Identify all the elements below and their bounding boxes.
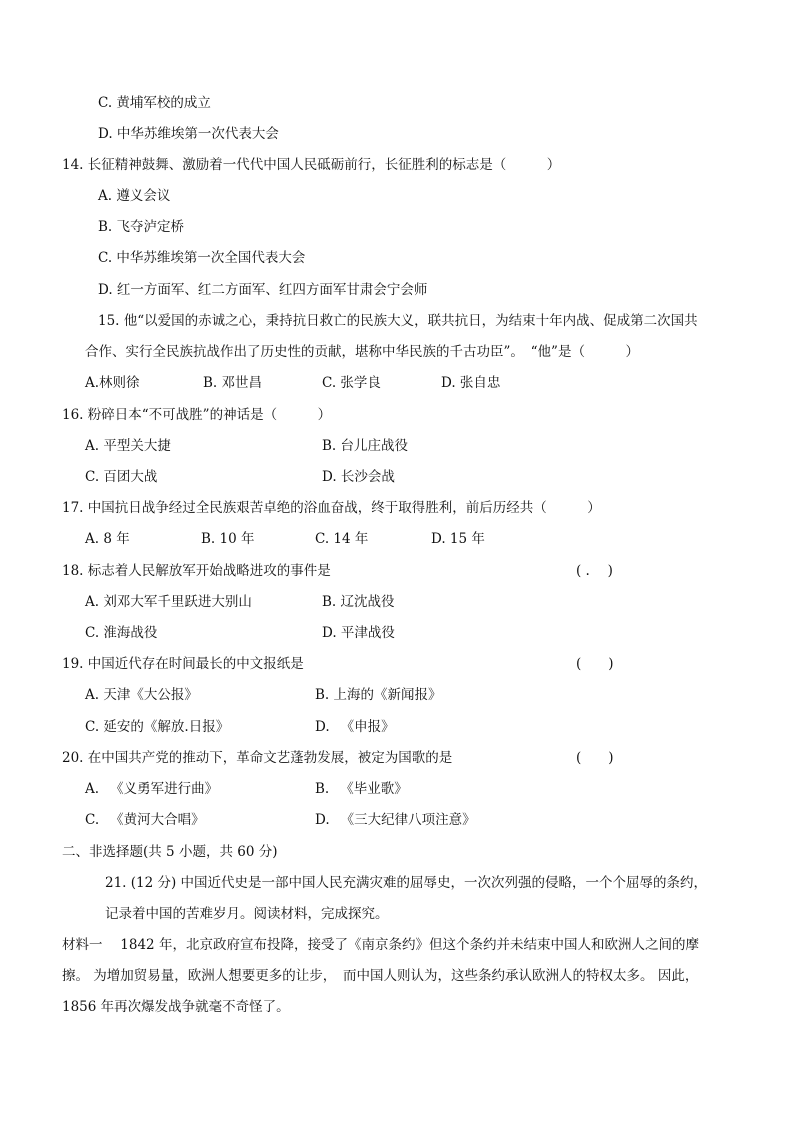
q17-option-b: B. 10 年 xyxy=(201,531,255,547)
q19-answer-blank: ( ) xyxy=(576,656,614,672)
q21-material1-line1: 材料一 1842 年，北京政府宣布投降，接受了《南京条约》但这个条约并未结束中国人和欧洲人之间的摩 xyxy=(62,937,699,953)
q19-option-d: D. 《申报》 xyxy=(315,719,395,735)
q15-option-c: C. 张学良 xyxy=(322,375,381,391)
q16-option-d: D. 长沙会战 xyxy=(322,469,395,485)
q15-stem-line2: 合作、实行全民族抗战作出了历史性的贡献，堪称中华民族的千古功臣”。 “他”是（ ） xyxy=(85,344,639,360)
q15-option-d: D. 张自忠 xyxy=(441,375,501,391)
q19-stem: 19. 中国近代存在时间最长的中文报纸是 xyxy=(62,656,304,672)
q18-answer-blank: ( . ) xyxy=(576,563,613,579)
q21-intro-line1: 21. (12 分) 中国近代史是一部中国人民充满灾难的屈辱史，一次次列强的侵略，一个个屈辱的条约， xyxy=(105,875,708,891)
q17-stem: 17. 中国抗日战争经过全民族艰苦卓绝的浴血奋战，终于取得胜利，前后历经共（ ） xyxy=(62,500,601,516)
q15-stem-line1: 15. 他“以爱国的赤诚之心，秉持抗日救亡的民族大义，联共抗日，为结束十年内战、促成第二次国共 xyxy=(98,313,698,329)
q19-option-a: A. 天津《大公报》 xyxy=(85,687,198,703)
q19-option-b: B. 上海的《新闻报》 xyxy=(315,687,442,703)
q15-option-b: B. 邓世昌 xyxy=(203,375,263,391)
q16-option-b: B. 台儿庄战役 xyxy=(322,438,409,454)
q18-option-d: D. 平津战役 xyxy=(322,625,395,641)
q16-option-c: C. 百团大战 xyxy=(85,469,158,485)
q13-option-d: D. 中华苏维埃第一次代表大会 xyxy=(98,126,279,142)
q14-option-a: A. 遵义会议 xyxy=(98,188,171,204)
q18-stem: 18. 标志着人民解放军开始战略进攻的事件是 xyxy=(62,563,331,579)
q21-intro-line2: 记录着中国的苦难岁月。阅读材料，完成探究。 xyxy=(105,906,389,922)
q20-option-a: A. 《义勇军进行曲》 xyxy=(85,781,219,797)
q18-option-a: A. 刘邓大军千里跃进大别山 xyxy=(85,594,252,610)
q21-material1-line2: 擦。 为增加贸易量，欧洲人想要更多的让步， 而中国人则认为，这些条约承认欧洲人的特权太多。 因此， xyxy=(62,968,699,984)
q15-option-a: A.林则徐 xyxy=(85,375,140,391)
q20-stem: 20. 在中国共产党的推动下，革命文艺蓬勃发展，被定为国歌的是 xyxy=(62,750,453,766)
q18-option-b: B. 辽沈战役 xyxy=(322,594,395,610)
q17-option-c: C. 14 年 xyxy=(315,531,369,547)
q20-option-c: C. 《黄河大合唱》 xyxy=(85,812,205,828)
q18-option-c: C. 淮海战役 xyxy=(85,625,158,641)
q20-answer-blank: ( ) xyxy=(576,750,614,766)
q14-option-d: D. 红一方面军、红二方面军、红四方面军甘肃会宁会师 xyxy=(98,282,428,298)
q16-stem: 16. 粉碎日本“不可战胜”的神话是（ ） xyxy=(62,407,332,423)
q17-option-a: A. 8 年 xyxy=(85,531,130,547)
q14-stem: 14. 长征精神鼓舞、激励着一代代中国人民砥砺前行，长征胜利的标志是（ ） xyxy=(62,157,561,173)
q17-option-d: D. 15 年 xyxy=(431,531,485,547)
q14-option-b: B. 飞夺泸定桥 xyxy=(98,219,185,235)
q16-option-a: A. 平型关大捷 xyxy=(85,438,171,454)
q20-option-d: D. 《三大纪律八项注意》 xyxy=(315,812,476,828)
q20-option-b: B. 《毕业歌》 xyxy=(315,781,408,797)
q21-material1-line3: 1856 年再次爆发战争就毫不奇怪了。 xyxy=(62,999,290,1015)
q13-option-c: C. 黄埔军校的成立 xyxy=(98,95,211,111)
section-heading-non-choice: 二、非选择题(共 5 小题，共 60 分) xyxy=(62,844,278,860)
q14-option-c: C. 中华苏维埃第一次全国代表大会 xyxy=(98,250,306,266)
q19-option-c: C. 延安的《解放.日报》 xyxy=(85,719,230,735)
